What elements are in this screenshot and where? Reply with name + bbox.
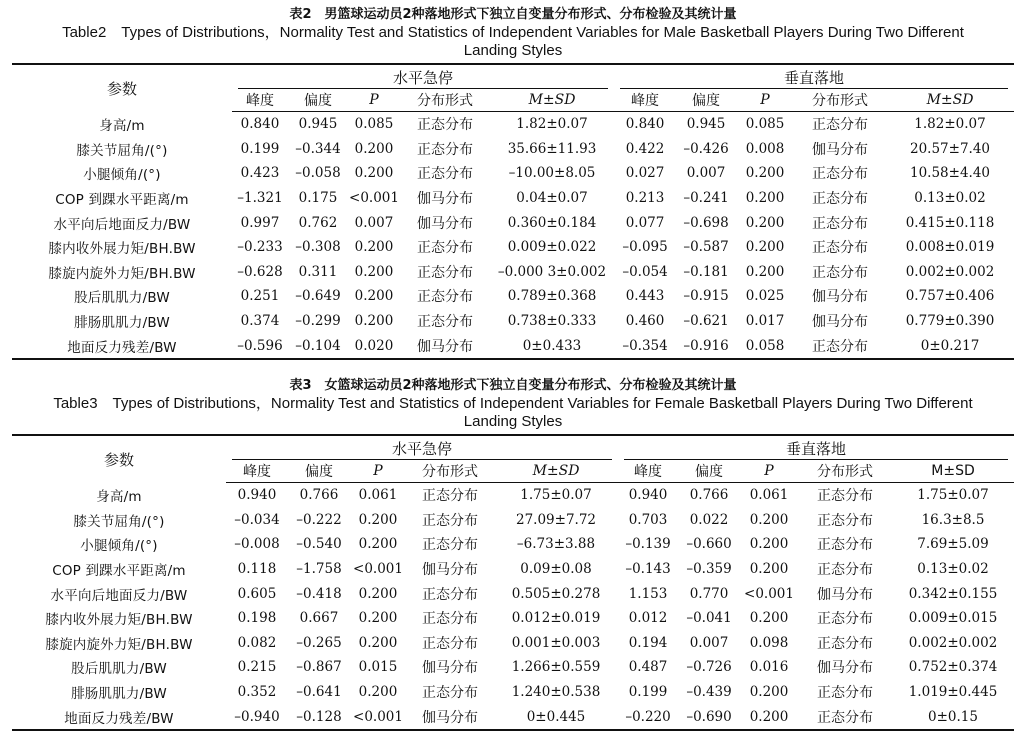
row-parameter-name: 膝内收外展力矩/BH.BW [48,241,196,258]
table-cell: 正态分布 [817,562,874,579]
table-cell: 35.66±11.93 [507,140,597,157]
table-cell: 0.352 [237,684,277,701]
table-cell: 0.007 [686,165,726,182]
table-cell: 0.766 [299,487,339,504]
table-cell: –0.641 [296,684,342,701]
table-cell: 正态分布 [417,117,473,134]
table-cell: 0.213 [625,190,665,207]
table-row [12,483,1014,508]
table-cell: –0.222 [296,511,342,528]
table-row [12,631,1014,656]
table-cell: 0.13±0.02 [917,561,989,578]
row-parameter-name: 地面反力残差/BW [12,333,232,359]
table-cell: 伽马分布 [817,660,874,677]
table-row [12,137,1014,162]
table-cell: 0.175 [298,190,338,207]
row-parameter-name: 水平向后地面反力/BW [53,216,191,233]
table-cell: 0.443 [625,288,665,305]
table-cell: –10.00±8.05 [508,165,596,182]
table-cell: 正态分布 [812,117,869,134]
table-cell: 正态分布 [417,240,473,257]
table-cell: 0.215 [237,659,277,676]
table-cell: 0.04±0.07 [516,190,588,207]
table-cell: –0.418 [296,585,342,602]
table3-caption-cn: 表3 女篮球运动员2种落地形式下独立自变量分布形式、分布检验及其统计量 [289,378,737,393]
table-cell: 0.200 [745,165,785,182]
table-cell: 1.019±0.445 [908,684,998,701]
table-cell: 27.09±7.72 [515,511,597,528]
table-cell: –0.220 [618,704,678,730]
column-header: 峰度 [618,460,678,483]
table-cell: 0.200 [354,165,394,182]
table-cell: 0.200 [358,634,398,651]
table3-group1-label: 水平急停 [392,439,453,458]
table-cell: 0.251 [240,288,280,305]
table-row [12,161,1014,186]
table-cell: 正态分布 [417,289,473,306]
table-cell: 16.3±8.5 [921,511,985,528]
column-header: 分布形式 [794,89,886,112]
column-header: 分布形式 [798,460,892,483]
table-cell: 0.200 [354,288,394,305]
table-cell: 0.200 [354,140,394,157]
table-cell: –0.660 [686,536,732,553]
table2-group1-label: 水平急停 [393,68,454,87]
table-cell: 0.200 [749,561,789,578]
table-cell: 正态分布 [817,685,874,702]
column-header: P [736,89,794,112]
table-cell: 20.57±7.40 [910,140,991,157]
table-cell: 伽马分布 [422,660,478,677]
row-parameter-name: 膝旋内旋外力矩/BH.BW [48,265,196,282]
table-cell: 0.505±0.278 [511,585,601,602]
table-cell: 0.020 [348,333,400,359]
table-cell: –0.690 [678,704,740,730]
table-cell: 0.460 [625,313,665,330]
column-header: 偏度 [288,89,348,112]
table-cell: –0.726 [686,659,732,676]
table-cell: –0.233 [237,239,283,256]
table-cell: 正态分布 [422,611,478,628]
table-row [12,655,1014,680]
table-row [12,606,1014,631]
table-cell: 0.200 [745,239,785,256]
table-cell: 1.75±0.07 [917,487,989,504]
table-cell: 0.200 [354,263,394,280]
row-parameter-name: 膝关节屈角/(°) [76,142,168,159]
table-cell: 正态分布 [812,191,869,208]
table-cell: 1.240±0.538 [511,684,601,701]
row-parameter-name: 腓肠肌肌力/BW [71,686,167,703]
table-cell: 0.098 [749,634,789,651]
table-cell: 0.027 [625,165,665,182]
column-header: 偏度 [288,460,350,483]
table-cell: –0.698 [683,214,729,231]
table-cell: 0.200 [358,684,398,701]
table-cell: 伽马分布 [400,333,490,359]
row-parameter-name: 膝旋内旋外力矩/BH.BW [45,636,193,653]
table-cell: 0.940 [237,487,277,504]
table-cell: –0.628 [237,263,283,280]
table-cell: 0.423 [240,165,280,182]
table-row [12,235,1014,260]
table-cell: 0.200 [749,684,789,701]
table-cell: –0.596 [232,333,288,359]
table-cell: 0±0.433 [490,333,614,359]
table-row [12,309,1014,334]
table-cell: 正态分布 [422,488,478,505]
table-cell: 正态分布 [417,264,473,281]
table-cell: –0.058 [295,165,341,182]
table-cell: 0.200 [740,704,798,730]
table-cell: –0.439 [686,684,732,701]
table-cell: 0.311 [298,263,338,280]
table-cell: 正态分布 [817,488,874,505]
table-cell: –0.354 [614,333,676,359]
table-cell: 0.766 [689,487,729,504]
table2-group-horizontal-stop [232,64,614,89]
table-cell: 0.007 [354,214,394,231]
table-cell: 0.762 [298,214,338,231]
table-cell: 正态分布 [812,264,869,281]
table-cell: 正态分布 [812,240,869,257]
column-header: 峰度 [614,89,676,112]
table-cell: 0.200 [358,585,398,602]
table3 [12,434,1014,731]
table-cell: 0.09±0.08 [520,561,592,578]
table-cell: 10.58±4.40 [910,165,991,182]
table-cell: 0.200 [358,511,398,528]
table-cell: 0.009±0.015 [908,610,998,627]
table-cell: 0±0.217 [886,333,1014,359]
table-cell: 0.118 [237,561,277,578]
table-cell: 0.605 [237,585,277,602]
table-cell: 0.200 [354,239,394,256]
table-cell: –0.128 [288,704,350,730]
table-cell: 0.012 [628,610,668,627]
row-parameter-name: 股后肌肌力/BW [74,290,170,307]
column-header: 峰度 [232,89,288,112]
row-parameter-name: 腓肠肌肌力/BW [74,315,170,332]
table-cell: 0.487 [628,659,668,676]
column-header: M±SD [494,460,618,483]
table-cell: –0.587 [683,239,729,256]
table-cell: –0.915 [683,288,729,305]
table-cell: 0.200 [745,190,785,207]
table-cell: –0.621 [683,313,729,330]
table-cell: 0.002±0.002 [908,634,998,651]
table-cell: 1.75±0.07 [520,487,592,504]
table-cell: 0.200 [749,610,789,627]
row-parameter-name: 身高/m [99,118,145,135]
table-cell: 伽马分布 [812,141,869,158]
table-cell: 0.199 [628,684,668,701]
column-header: P [350,460,406,483]
table-cell: 0.738±0.333 [507,313,597,330]
row-parameter-name: 膝内收外展力矩/BH.BW [45,612,193,629]
column-header: 峰度 [226,460,288,483]
table-cell: –0.359 [686,561,732,578]
table-cell: –0.041 [686,610,732,627]
table2-block [12,6,1014,360]
table-cell: 1.266±0.559 [511,659,601,676]
table-cell: 0.061 [749,487,789,504]
row-parameter-name: COP 到踝水平距离/m [52,563,186,580]
table-row [12,508,1014,533]
table-cell: –0.426 [683,140,729,157]
table-cell: 0.779±0.390 [905,313,995,330]
table-cell: 伽马分布 [812,289,869,306]
table-cell: 0.077 [625,214,665,231]
table-row [12,557,1014,582]
column-header: M±SD [490,89,614,112]
table-cell: –0.308 [295,239,341,256]
table3-group-vertical-landing [618,435,1014,460]
table-cell: 正态分布 [417,314,473,331]
table-cell: 0.840 [240,116,280,133]
table-cell: 0.200 [749,511,789,528]
table-cell: 0.198 [237,610,277,627]
table-cell: 0.342±0.155 [908,585,998,602]
table-cell: 0.415±0.118 [905,214,995,231]
table-cell: <0.001 [744,585,794,602]
table-row [12,680,1014,705]
table-cell: <0.001 [353,561,403,578]
table2-caption-en-line2: Landing Styles [463,42,563,59]
table-cell: 0.200 [749,536,789,553]
table-cell: –0.649 [295,288,341,305]
table-cell: –0.540 [296,536,342,553]
table-cell: –0.344 [295,140,341,157]
table3-body [12,483,1014,730]
table-cell: 正态分布 [817,635,874,652]
table-cell: –0.143 [625,561,671,578]
table-cell: 1.82±0.07 [516,116,588,133]
table-cell: –0.034 [234,511,280,528]
table-cell: <0.001 [350,704,406,730]
table-cell: 伽马分布 [812,314,869,331]
table-cell: 0.374 [240,313,280,330]
table2-param-header: 参数 [12,64,232,112]
table-cell: 正态分布 [417,141,473,158]
table-cell: –0.867 [296,659,342,676]
column-header: M±SD [892,460,1014,483]
table-cell: –0.095 [622,239,668,256]
table-cell: 0.022 [689,511,729,528]
column-header: 分布形式 [400,89,490,112]
table-cell: 0.015 [358,659,398,676]
table-row [12,284,1014,309]
table-cell: 0.752±0.374 [908,659,998,676]
row-parameter-name: 小腿倾角/(°) [80,538,158,555]
table-cell: 正态分布 [422,512,478,529]
table-cell: –0.104 [288,333,348,359]
table-cell: 正态分布 [422,586,478,603]
table-cell: –0.139 [625,536,671,553]
table-row [12,581,1014,606]
table-cell: 正态分布 [817,611,874,628]
table-cell: 正态分布 [422,537,478,554]
table2-caption-cn: 表2 男篮球运动员2种落地形式下独立自变量分布形式、分布检验及其统计量 [289,7,737,22]
table-cell: 0.703 [628,511,668,528]
table-cell: –0.940 [226,704,288,730]
table-cell: 正态分布 [417,166,473,183]
table-row [12,186,1014,211]
table-cell: 0.002±0.002 [905,263,995,280]
table-cell: 正态分布 [422,635,478,652]
table-cell: 0.200 [745,214,785,231]
column-header: M±SD [886,89,1014,112]
column-header: P [740,460,798,483]
table-cell: 0.200 [358,536,398,553]
table-cell: 0±0.15 [892,704,1014,730]
row-parameter-name: 膝关节屈角/(°) [73,513,165,530]
table-cell: <0.001 [349,190,399,207]
table-cell: –0.241 [683,190,729,207]
column-header: 分布形式 [406,460,494,483]
table-cell: 0.770 [689,585,729,602]
table-cell: 0.016 [749,659,789,676]
table-row [12,704,1014,730]
table-row [12,333,1014,359]
table-cell: –0.299 [295,313,341,330]
table-cell: 0.940 [628,487,668,504]
table3-group-horizontal-stop [226,435,618,460]
table-cell: –0.008 [234,536,280,553]
table3-caption-en-line2: Landing Styles [463,413,563,430]
table-cell: 伽马分布 [422,562,478,579]
table-cell: 0.199 [240,140,280,157]
table-cell: 0.085 [354,116,394,133]
table-cell: –0.265 [296,634,342,651]
table-cell: 0±0.445 [494,704,618,730]
table-cell: 0.945 [686,116,726,133]
table-cell: 7.69±5.09 [917,536,989,553]
table-cell: 0.945 [298,116,338,133]
table2-caption-en-line1: Table2 Types of Distributions，Normality Test and Statistics of Independent Variables for Male Basketball Players During Two Different [62,24,964,41]
table-cell: 0.840 [625,116,665,133]
table-cell: 0.13±0.02 [914,190,986,207]
row-parameter-name: 小腿倾角/(°) [83,167,161,184]
column-header: 偏度 [676,89,736,112]
column-header: P [348,89,400,112]
table-cell: 0.757±0.406 [905,288,995,305]
table3-caption-en-line1: Table3 Types of Distributions，Normality Test and Statistics of Independent Variables for Female Basketball Players During Two Different [53,395,973,412]
table-cell: 伽马分布 [406,704,494,730]
table-cell: 伽马分布 [817,586,874,603]
table-cell: 0.001±0.003 [511,634,601,651]
table2-body [12,112,1014,359]
table-cell: 0.008±0.019 [905,239,995,256]
table-cell: 0.194 [628,634,668,651]
table-cell: 0.789±0.368 [507,288,597,305]
table-cell: –0.054 [622,263,668,280]
table-cell: 0.025 [745,288,785,305]
table-cell: 1.82±0.07 [914,116,986,133]
table-cell: 0.012±0.019 [511,610,601,627]
row-parameter-name: COP 到踝水平距离/m [55,192,189,209]
table3-block [12,377,1014,731]
row-parameter-name: 水平向后地面反力/BW [50,587,188,604]
table-cell: 0.360±0.184 [507,214,597,231]
table-cell: 0.082 [237,634,277,651]
table2-group-vertical-landing [614,64,1014,89]
table-cell: 正态分布 [812,215,869,232]
table-cell: 0.997 [240,214,280,231]
table-cell: 伽马分布 [417,191,473,208]
table-cell: 正态分布 [817,537,874,554]
table-cell: 0.008 [745,140,785,157]
table-cell: 正态分布 [817,512,874,529]
table-cell: 1.153 [628,585,668,602]
table-row [12,112,1014,137]
table-cell: 0.200 [358,610,398,627]
table3-param-header: 参数 [12,435,226,483]
row-parameter-name: 地面反力残差/BW [12,704,226,730]
table-cell: 0.200 [745,263,785,280]
table-cell: 0.200 [354,313,394,330]
row-parameter-name: 身高/m [96,489,142,506]
table-cell: –1.758 [296,561,342,578]
table-cell: –1.321 [237,190,283,207]
table-cell: 正态分布 [422,685,478,702]
table2 [12,63,1014,360]
column-header: 偏度 [678,460,740,483]
table-cell: –6.73±3.88 [516,536,596,553]
table-cell: 0.667 [299,610,339,627]
table3-group2-label: 垂直落地 [786,439,847,458]
table-row [12,210,1014,235]
table-cell: 0.009±0.022 [507,239,597,256]
table-cell: 0.017 [745,313,785,330]
table-cell: 正态分布 [798,704,892,730]
table-cell: 伽马分布 [417,215,473,232]
table-cell: 正态分布 [812,166,869,183]
table-cell: 0.058 [736,333,794,359]
table-row [12,532,1014,557]
table-cell: 0.422 [625,140,665,157]
table2-group2-label: 垂直落地 [784,68,845,87]
table-row [12,260,1014,285]
row-parameter-name: 股后肌肌力/BW [71,661,167,678]
table-cell: 0.085 [745,116,785,133]
table-cell: –0.000 3±0.002 [497,263,607,280]
table-cell: 正态分布 [794,333,886,359]
table-cell: 0.061 [358,487,398,504]
table-cell: 0.007 [689,634,729,651]
table-cell: –0.916 [676,333,736,359]
table-cell: –0.181 [683,263,729,280]
